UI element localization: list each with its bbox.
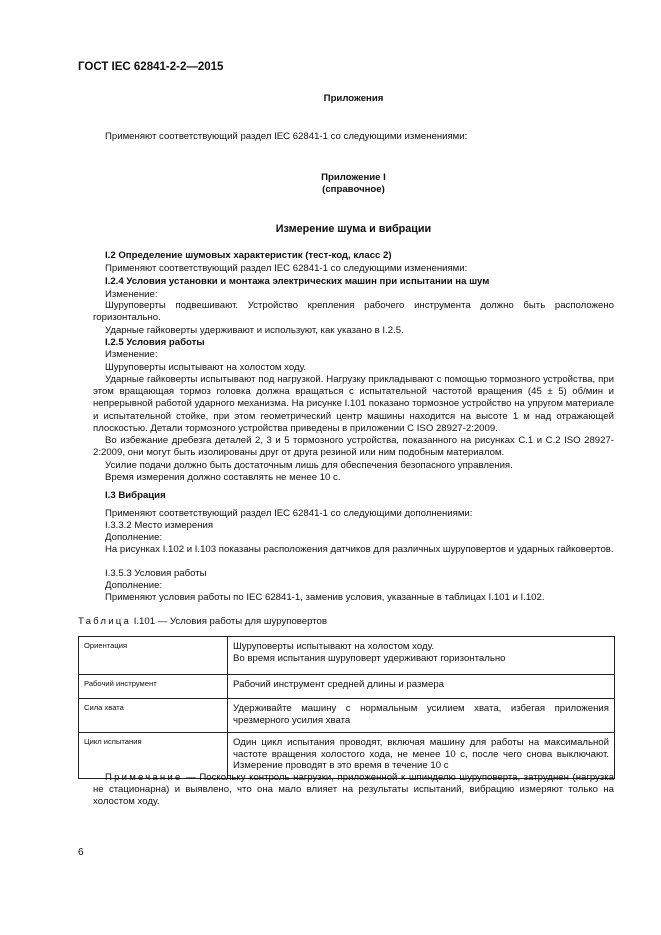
body-line: Изменение:	[105, 349, 158, 360]
table-cell-text: Один цикл испытания проводят, включая машину для работы на максимальной частоте вращения холостого хода, не менее 10 с, после чего снова выключают. Измерение проводят в это время в течение 10 с	[228, 733, 615, 779]
section-i25-heading: I.2.5 Условия работы	[105, 337, 205, 348]
conditions-table	[78, 636, 615, 779]
table-cell-line: Во время испытания шуруповерт удерживают горизонтально	[233, 652, 506, 664]
body-paragraph: Во избежание дребезга деталей 2, 3 и 5 тормозного устройства, показанного на рисунках C.1 и C.2 ISO 28927-2:2009, они могут быть изолированы друг от друга резиной или ним подобным материалом.	[93, 435, 614, 459]
table-row	[79, 675, 615, 699]
table-caption-text: I.101 — Условия работы для шуруповертов	[133, 616, 327, 627]
table-note	[93, 772, 614, 809]
section-i24-heading: I.2.4 Условия установки и монтажа электрических машин при испытании на шум	[105, 276, 490, 287]
table-cell-label: Рабочий инструмент	[79, 675, 228, 699]
body-line: I.3.3.2 Место измерения	[105, 520, 214, 531]
table-cell-label: Цикл испытания	[79, 733, 228, 779]
body-line: Применяют соответствующий раздел IEC 62841-1 со следующими изменениями:	[105, 263, 468, 274]
note-label: Примечание	[105, 772, 183, 783]
note-text: — Поскольку контроль нагрузки, приложенной к шпинделю шуруповерта, затруднен (нагрузка не стационарна) и выявлено, что она мало влияет на результаты испытаний, вибрацию измеряют только на холостом ходу.	[93, 772, 614, 808]
table-cell-text	[228, 637, 615, 675]
section-i3-heading: I.3 Вибрация	[105, 490, 166, 501]
table-caption	[78, 616, 327, 628]
body-line: Применяют условия работы по IEC 62841-1, заменив условия, указанные в таблицах I.101 и I.102.	[105, 592, 545, 603]
table-cell-label: Ориентация	[79, 637, 228, 675]
standard-header: ГОСТ IEC 62841-2-2—2015	[78, 61, 224, 73]
table-cell-label: Сила хвата	[79, 699, 228, 733]
table-row	[79, 637, 615, 675]
appendix-subtitle: (справочное)	[322, 184, 385, 195]
section-intro: Применяют соответствующий раздел IEC 62841-1 со следующими изменениями:	[105, 131, 468, 142]
table-caption-word: Таблица	[78, 616, 132, 627]
section-i2-heading: I.2 Определение шумовых характеристик (тест-код, класс 2)	[105, 250, 392, 261]
body-line: I.3.5.3 Условия работы	[105, 568, 207, 579]
body-line: Применяют соответствующий раздел IEC 62841-1 со следующими дополнениями:	[105, 508, 473, 519]
body-line: Дополнение:	[105, 580, 163, 591]
appendix-title: Приложение I	[321, 172, 386, 183]
body-paragraph: Шуруповерты подвешивают. Устройство крепления рабочего инструмента должно быть расположено горизонтально.	[93, 300, 614, 324]
table-row	[79, 699, 615, 733]
page-number: 6	[78, 847, 84, 858]
body-paragraph: На рисунках I.102 и I.103 показаны расположения датчиков для различных шуруповертов и ударных гайковертов.	[105, 544, 614, 555]
section-title: Приложения	[323, 93, 384, 104]
body-line: Изменение:	[105, 289, 158, 300]
body-paragraph: Ударные гайковерты испытывают под нагрузкой. Нагрузку прикладывают с помощью тормозного устройства, при этом вращающая тормоз головка должна вращаться с испытательной частотой вращения (45 ± 5) об/мин и непрерывной работой ударного механизма. На рисунке I.101 показано тормозное устройство на упругом материале и испытательной стойке, при этом геометрический центр машины находится на высоте 1 м над отражающей плоскостью. Детали тормозного устройства приведены в приложении C ISO 28927-2:2009.	[93, 374, 614, 434]
body-line: Дополнение:	[105, 532, 163, 543]
body-line: Шуруповерты испытывают на холостом ходу.	[105, 362, 307, 373]
body-line: Усилие подачи должно быть достаточным лишь для обеспечения безопасного управления.	[105, 460, 513, 471]
appendix-heading: Измерение шума и вибрации	[275, 223, 432, 235]
table-cell-line: Шуруповерты испытывают на холостом ходу.	[233, 641, 435, 652]
table-cell-text: Удерживайте машину с нормальным усилием хвата, избегая приложения чрезмерного усилия хвата	[228, 699, 615, 733]
table-cell-text: Рабочий инструмент средней длины и размера	[228, 675, 615, 699]
body-line: Время измерения должно составлять не менее 10 с.	[105, 472, 341, 483]
body-line: Ударные гайковерты удерживают и используют, как указано в I.2.5.	[105, 325, 404, 336]
